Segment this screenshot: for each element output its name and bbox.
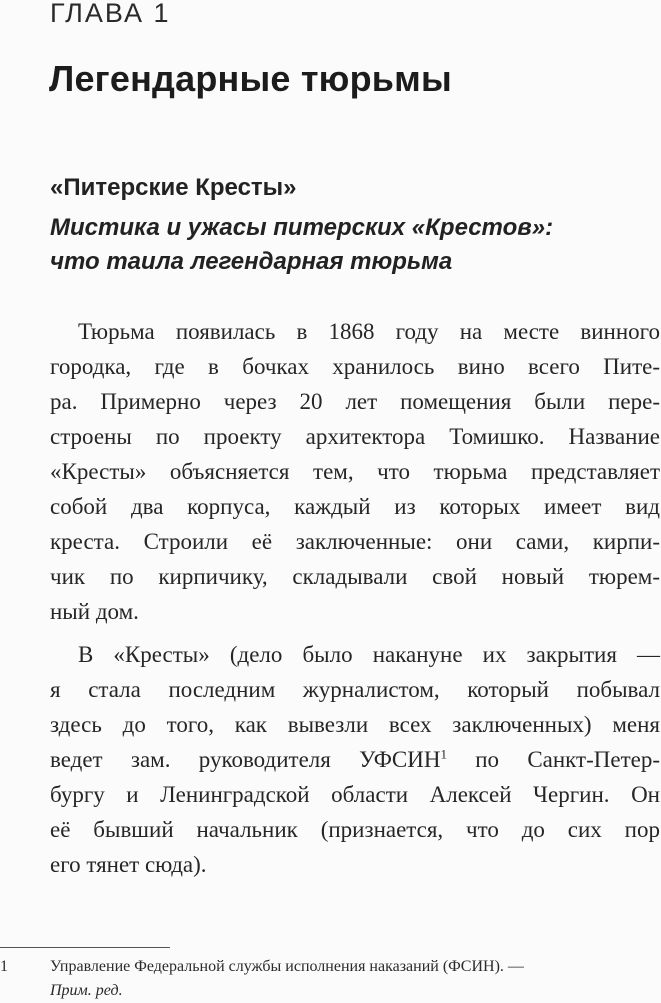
text-line: В «Кресты» (дело было накануне их закрытия — bbox=[78, 642, 660, 667]
text-fragment: ведет зам. руководителя УФСИН bbox=[50, 747, 441, 772]
section-subtitle bbox=[50, 211, 640, 279]
text-line: ра. Примерно через 20 лет помещения были пере- bbox=[50, 389, 660, 414]
text-line: чик по кирпичику, складывали свой новый тюрем- bbox=[50, 564, 660, 589]
footnote-reference[interactable]: 1 bbox=[440, 746, 447, 762]
text-line bbox=[50, 742, 660, 777]
text-line: бургу и Ленинградской области Алексей Чергин. Он bbox=[50, 782, 660, 807]
text-line: я стала последним журналистом, который побывал bbox=[50, 677, 660, 702]
text-line: собой два корпуса, каждый из которых имеет вид bbox=[50, 494, 660, 519]
section-title: «Питерские Кресты» bbox=[50, 174, 297, 201]
text-line: городка, где в бочках хранилось вино всего Пите- bbox=[50, 354, 660, 379]
footnote-editor-note: Прим. ред. bbox=[50, 982, 123, 999]
paragraph-2 bbox=[50, 637, 660, 882]
text-line: строены по проекту архитектора Томишко. Название bbox=[50, 424, 660, 449]
text-line: его тянет сюда). bbox=[50, 852, 207, 877]
text-line: ный дом. bbox=[50, 599, 139, 624]
chapter-title: Легендарные тюрьмы bbox=[49, 58, 452, 99]
chapter-label: ГЛАВА 1 bbox=[50, 0, 171, 28]
footnote-number: 1 bbox=[0, 958, 8, 975]
text-line: здесь до того, как вывезли всех заключенных) меня bbox=[50, 712, 660, 737]
paragraph-1 bbox=[50, 314, 660, 629]
text-fragment: по Санкт-Петер- bbox=[446, 747, 660, 772]
subtitle-line: что таила легендарная тюрьма bbox=[50, 248, 453, 275]
text-line: Тюрьма появилась в 1868 году на месте винного bbox=[78, 319, 660, 344]
footnote-text: Управление Федеральной службы исполнения наказаний (ФСИН). — bbox=[50, 958, 524, 975]
subtitle-line: Мистика и ужасы питерских «Крестов»: bbox=[50, 214, 554, 241]
text-line: «Кресты» объясняется тем, что тюрьма представляет bbox=[50, 459, 660, 484]
footnote-divider bbox=[0, 947, 170, 948]
text-line: её бывший начальник (признается, что до сих пор bbox=[50, 817, 660, 842]
text-line: креста. Строили её заключенные: они сами, кирпи- bbox=[50, 529, 660, 554]
